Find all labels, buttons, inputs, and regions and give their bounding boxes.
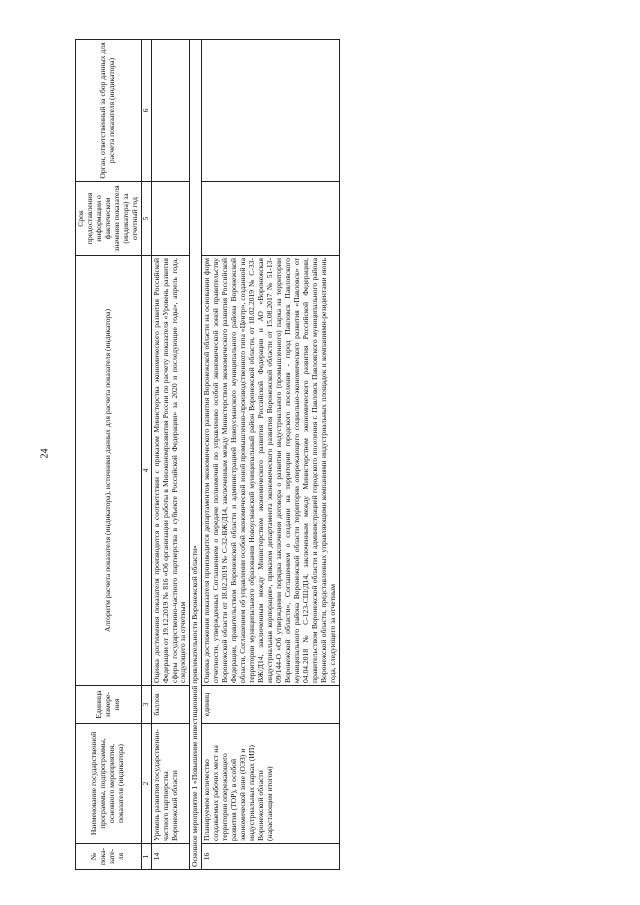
header-name: Наименование государственной программы, подпрограммы, основного мероприятия, показателя (индикатора) (76, 724, 142, 844)
row-name: Уровень развития государственно-частного партнерства Воронежской области (151, 724, 190, 844)
section-title: Основное мероприятие 1 «Повышение инвестиционной привлекательности Воронежской области» (190, 40, 202, 870)
row-unit: единиц (202, 686, 339, 724)
header-organ: Орган, ответственный за сбор данных для расчета показателя (индикатора) (76, 40, 142, 182)
rotated-page (75, 40, 615, 870)
col-number: 6 (141, 40, 151, 182)
header-deadline: Срок предоставления информации о фактическом значении показателя (индикатора) за отчетный год (76, 182, 142, 256)
row-organ (151, 40, 190, 182)
column-number-row (141, 40, 151, 870)
section-row (190, 40, 202, 870)
table-row (202, 40, 339, 870)
row-organ (202, 40, 339, 182)
indicators-table (75, 39, 340, 870)
header-row (76, 40, 142, 870)
row-deadline (202, 182, 339, 256)
row-algorithm: Оценка достижения показателя производится департаментом экономического развития Воронежской области на основании форм отчетности, утвержденных Соглашением о передаче полномочий по управлению особой экономической зоной правительству Воронежской области от 18.02.2019 № С-32-ВЖ/Д14, заключенным между Министерством экономического развития Российской Федерации, правительством Воронежской области и администрацией Новоусманского муниципального района Воронежской области, Соглашением об управлении особой экономической зоной промышленно-производственного типа «Центр», созданной на территории муниципального образования Новоусманский муниципальный район Воронежской области, от 18.02.2019 № С-33-ВЖ/Д14, заключенным между Министерством экономического развития Российской Федерации и АО «Воронежская индустриальная корпорация», приказом департамента экономического развития Воронежской области от 15.08.2017 № 51-13-09/144-О «Об утверждении порядка заключения договора о развитии индустриального (промышленного) парка на территории Воронежской области», Соглашением о создании на территории городского поселения - город Павловск Павловского муниципального района Воронежской области территории опережающего социально-экономического развития «Павловск» от 04.04.2018 № С-123-СШ/Д14, заключенным между Министерством экономического развития Российской Федерации, правительством Воронежской области и администрацией городского поселения г. Павловск Павловского муниципального района Воронежской области, представленных управляющими компаниями индустриальных площадок и компаниями-резидентами июнь года, следующего за отчетным (202, 256, 339, 686)
col-number: 2 (141, 724, 151, 844)
row-name: Планируемое количество создаваемых рабочих мест на территории опережающего развития (ТОР), в особой экономической зоне (ОЭЗ) и индустриальных парках (ИП) Воронежской области (нарастающим итогом) (202, 724, 339, 844)
header-unit: Единица измере-ния (76, 686, 142, 724)
header-num: № пока-зате-ля (76, 844, 142, 870)
col-number: 4 (141, 256, 151, 686)
page-number: 24 (39, 448, 51, 459)
row-unit: баллов (151, 686, 190, 724)
header-algorithm: Алгоритм расчета показателя (индикатора), источники данных для расчета показателя (индикатора) (76, 256, 142, 686)
col-number: 1 (141, 844, 151, 870)
table-row (151, 40, 190, 870)
row-num: 16 (202, 844, 339, 870)
row-algorithm: Оценка достижения показателя производится в соответствии с приказом Министерства экономического развития Российской Федерации от 19.12.2019 № 816 «Об организации работы в Минэкономразвития России по расчету показателя «Уровень развития сферы государственно-частного партнерства в субъекте Российской Федерации» за 2020 и последующие годы», апрель года, следующего за отчетным (151, 256, 190, 686)
col-number: 5 (141, 182, 151, 256)
row-num: 14 (151, 844, 190, 870)
row-deadline (151, 182, 190, 256)
col-number: 3 (141, 686, 151, 724)
